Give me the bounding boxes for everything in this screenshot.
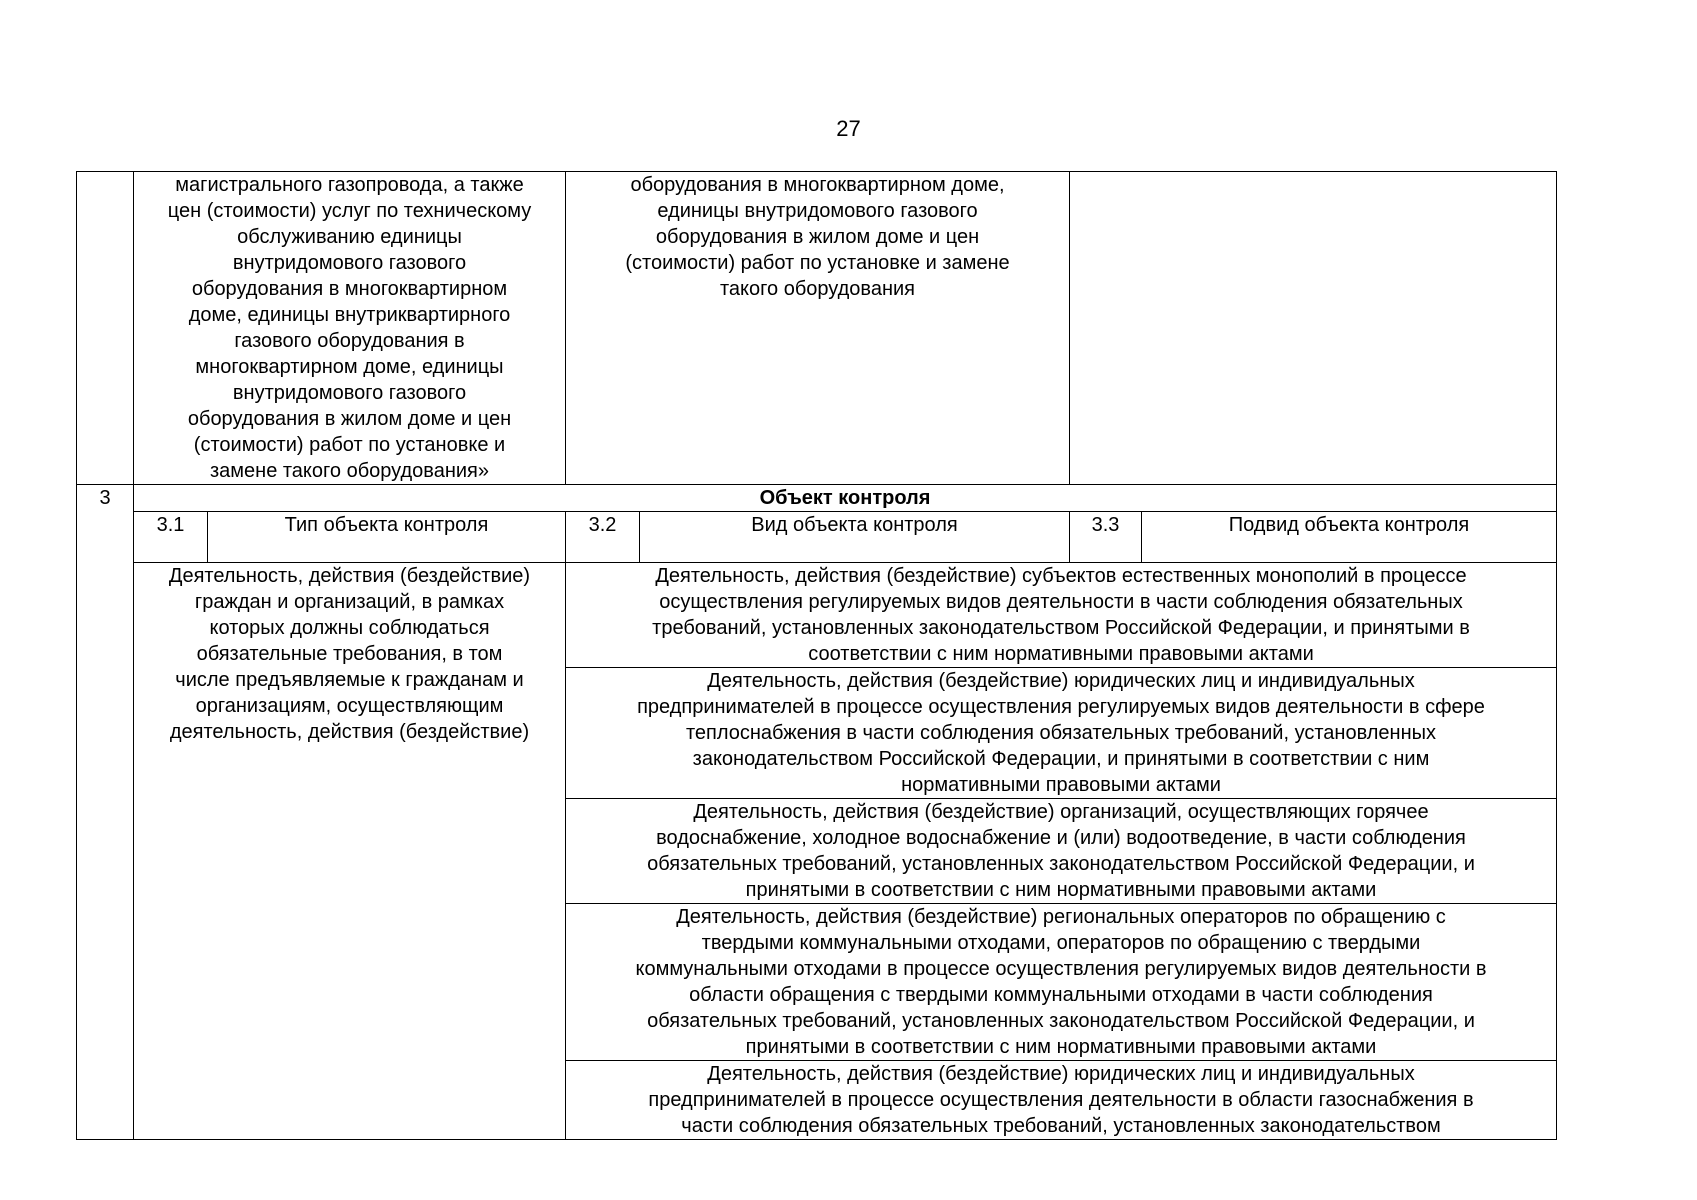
- control-object-kind: [566, 668, 1557, 799]
- text-line: предпринимателей в процессе осуществления регулируемых видов деятельности в сфере: [637, 696, 1485, 718]
- text-line: многоквартирном доме, единицы: [195, 356, 504, 378]
- control-object-kind: [566, 1061, 1557, 1140]
- text-line: Деятельность, действия (бездействие) региональных операторов по обращению с: [676, 906, 1446, 928]
- control-object-kind: [566, 904, 1557, 1061]
- text-line: оборудования в многоквартирном доме,: [630, 174, 1005, 196]
- text-line: коммунальными отходами в процессе осуществления регулируемых видов деятельности в: [635, 958, 1487, 980]
- continuation-col2: [134, 172, 566, 485]
- text-line: магистрального газопровода, а также: [175, 174, 524, 196]
- text-line: нормативными правовыми актами: [901, 774, 1221, 796]
- text-line: Деятельность, действия (бездействие) организаций, осуществляющих горячее: [693, 801, 1429, 823]
- header-num-3-1: 3.1: [134, 512, 208, 563]
- text-line: оборудования в жилом доме и цен: [187, 408, 512, 430]
- text-line: принятыми в соответствии с ним нормативными правовыми актами: [745, 879, 1377, 901]
- text-line: обслуживанию единицы: [237, 226, 462, 248]
- text-line: цен (стоимости) услуг по техническому: [167, 200, 532, 222]
- header-label-subkind: Подвид объекта контроля: [1142, 512, 1557, 563]
- text-line: оборудования в жилом доме и цен: [655, 226, 980, 248]
- text-line: предпринимателей в процессе осуществления деятельности в области газоснабжения в: [648, 1089, 1474, 1111]
- text-line: соответствии с ним нормативными правовыми актами: [808, 643, 1314, 665]
- control-object-table: [76, 171, 1557, 1140]
- text-line: оборудования в многоквартирном: [191, 278, 508, 300]
- text-line: части соблюдения обязательных требований, установленных законодательством: [681, 1115, 1441, 1137]
- text-line: граждан и организаций, в рамках: [194, 591, 505, 613]
- text-line: деятельность, действия (бездействие): [169, 721, 530, 743]
- text-line: организациям, осуществляющим: [195, 695, 504, 717]
- kind-row: [77, 563, 1557, 668]
- text-line: газового оборудования в: [234, 330, 465, 352]
- text-line: осуществления регулируемых видов деятельности в части соблюдения обязательных: [659, 591, 1463, 613]
- section-number: 3: [77, 485, 134, 1140]
- page-number: 27: [836, 116, 861, 141]
- text-line: внутридомового газового: [232, 382, 467, 404]
- text-line: водоснабжение, холодное водоснабжение и (или) водоотведение, в части соблюдения: [656, 827, 1466, 849]
- text-line: Деятельность, действия (бездействие): [168, 565, 531, 587]
- text-line: Деятельность, действия (бездействие) юридических лиц и индивидуальных: [707, 670, 1415, 692]
- text-line: (стоимости) работ по установке и: [193, 434, 506, 456]
- header-num-3-3: 3.3: [1070, 512, 1142, 563]
- text-line: обязательных требований, установленных законодательством Российской Федерации, и: [647, 1010, 1475, 1032]
- text-line: обязательных требований, установленных законодательством Российской Федерации, и: [647, 853, 1475, 875]
- continuation-col3: [566, 172, 1070, 485]
- text-line: (стоимости) работ по установке и замене: [625, 252, 1010, 274]
- text-line: твердыми коммунальными отходами, операторов по обращению с твердыми: [701, 932, 1421, 954]
- continuation-row: [77, 172, 1557, 485]
- header-label-kind: Вид объекта контроля: [640, 512, 1070, 563]
- header-label-type: Тип объекта контроля: [208, 512, 566, 563]
- text-line: замене такого оборудования»: [209, 460, 489, 482]
- section-title: Объект контроля: [134, 485, 1557, 512]
- text-line: числе предъявляемые к гражданам и: [175, 669, 524, 691]
- control-object-kind: [566, 799, 1557, 904]
- text-line: обязательные требования, в том: [196, 643, 503, 665]
- header-row: [77, 512, 1557, 563]
- text-line: законодательством Российской Федерации, и принятыми в соответствии с ним: [692, 748, 1430, 770]
- control-object-type: [134, 563, 566, 1140]
- text-line: области обращения с твердыми коммунальными отходами в части соблюдения: [689, 984, 1433, 1006]
- text-line: требований, установленных законодательством Российской Федерации, и принятыми в: [652, 617, 1470, 639]
- section-title-row: [77, 485, 1557, 512]
- text-line: Деятельность, действия (бездействие) субъектов естественных монополий в процессе: [655, 565, 1467, 587]
- text-line: единицы внутридомового газового: [657, 200, 978, 222]
- header-num-3-2: 3.2: [566, 512, 640, 563]
- text-line: Деятельность, действия (бездействие) юридических лиц и индивидуальных: [707, 1063, 1415, 1085]
- text-line: принятыми в соответствии с ним нормативными правовыми актами: [745, 1036, 1377, 1058]
- row-number-cell: [77, 172, 134, 485]
- text-line: доме, единицы внутриквартирного: [188, 304, 511, 326]
- text-line: которых должны соблюдаться: [209, 617, 490, 639]
- continuation-col4: [1070, 172, 1557, 485]
- text-line: теплоснабжения в части соблюдения обязательных требований, установленных: [685, 722, 1437, 744]
- control-object-kind: [566, 563, 1557, 668]
- text-line: внутридомового газового: [232, 252, 467, 274]
- text-line: такого оборудования: [720, 278, 915, 300]
